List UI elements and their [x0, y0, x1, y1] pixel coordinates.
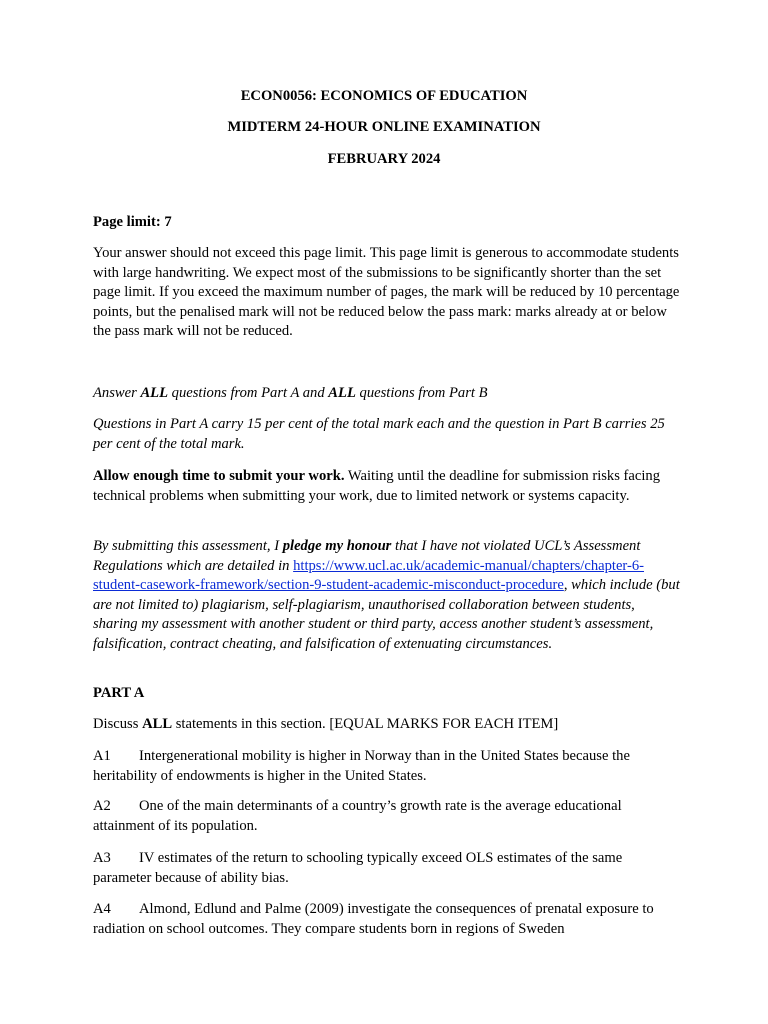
question-a2: [93, 797, 683, 836]
submit-time-text: Waiting until the deadline for submission risks facing technical problems when submitting your work, due to limited network or systems capacity.: [93, 468, 661, 504]
weights-instruction: Questions in Part A carry 15 per cent of the total mark each and the question in Part B carries 25 per cent of the total mark.: [93, 416, 665, 452]
part-a-intro-pre: Discuss: [93, 716, 143, 732]
answer-post: questions from Part B: [355, 385, 488, 401]
question-text: Intergenerational mobility is higher in Norway than in the United States because the heritability of endowments is higher in the United States.: [93, 748, 630, 784]
question-text: IV estimates of the return to schooling typically exceed OLS estimates of the same parameter because of ability bias.: [93, 850, 623, 886]
question-number: A2: [93, 798, 111, 814]
honour-pre: By submitting this assessment, I: [93, 538, 283, 554]
honour-comma: ,: [563, 577, 568, 593]
regulations-link[interactable]: https://www.ucl.ac.uk/academic-manual/chapters/chapter-6-student-casework-framework/section-9-student-academic-misconduct-procedure: [93, 557, 645, 593]
exam-date: FEBRUARY 2024: [327, 151, 441, 167]
submit-time-bold: Allow enough time to submit your work.: [93, 468, 345, 484]
page-limit-text: Your answer should not exceed this page limit. This page limit is generous to accommodate students with large handwriting. We expect most of the submissions to be significantly shorter than the set page limit. If you exceed the maximum number of pages, the mark will be reduced by 10 percentage points, but the penalised mark will not be reduced below the pass mark: marks already at or below the pass mark will not be reduced.: [93, 245, 680, 339]
course-title: ECON0056: ECONOMICS OF EDUCATION: [240, 88, 528, 104]
answer-all-1: ALL: [140, 385, 169, 401]
honour-pledge: [93, 537, 683, 654]
part-a-intro-post: statements in this section. [EQUAL MARKS FOR EACH ITEM]: [172, 716, 559, 732]
part-a-intro: [93, 715, 683, 735]
part-a-intro-bold: ALL: [142, 716, 173, 732]
honour-bold: pledge my honour: [282, 538, 392, 554]
question-text: Almond, Edlund and Palme (2009) investigate the consequences of prenatal exposure to radiation on school outcomes. They compare students born in regions of Sweden: [93, 901, 654, 937]
question-number: A1: [93, 748, 111, 764]
question-number: A4: [93, 901, 111, 917]
question-a1: [93, 747, 683, 786]
page-limit-label: Page limit: 7: [93, 214, 172, 230]
question-a4: [93, 900, 683, 939]
answer-all-2: ALL: [328, 385, 356, 401]
answer-pre: Answer: [93, 385, 141, 401]
question-number: A3: [93, 850, 111, 866]
honour-mid: that I have not violated UCL’s Assessment Regulations which are detailed in: [93, 538, 641, 574]
exam-title: MIDTERM 24-HOUR ONLINE EXAMINATION: [227, 119, 541, 135]
submit-time-instruction: [93, 467, 683, 506]
question-text: One of the main determinants of a country’s growth rate is the average educational attainment of its population.: [93, 798, 622, 834]
question-a3: [93, 849, 683, 888]
answer-mid: questions from Part A and: [168, 385, 329, 401]
part-a-title: PART A: [93, 685, 145, 701]
honour-post: which include (but are not limited to) plagiarism, self-plagiarism, unauthorised collaboration between students, sharing my assessment with another student or third party, access another student’s assessment, falsification, contract cheating, and falsification of extenuating circumstances.: [93, 577, 680, 652]
answer-instruction: [93, 384, 683, 404]
